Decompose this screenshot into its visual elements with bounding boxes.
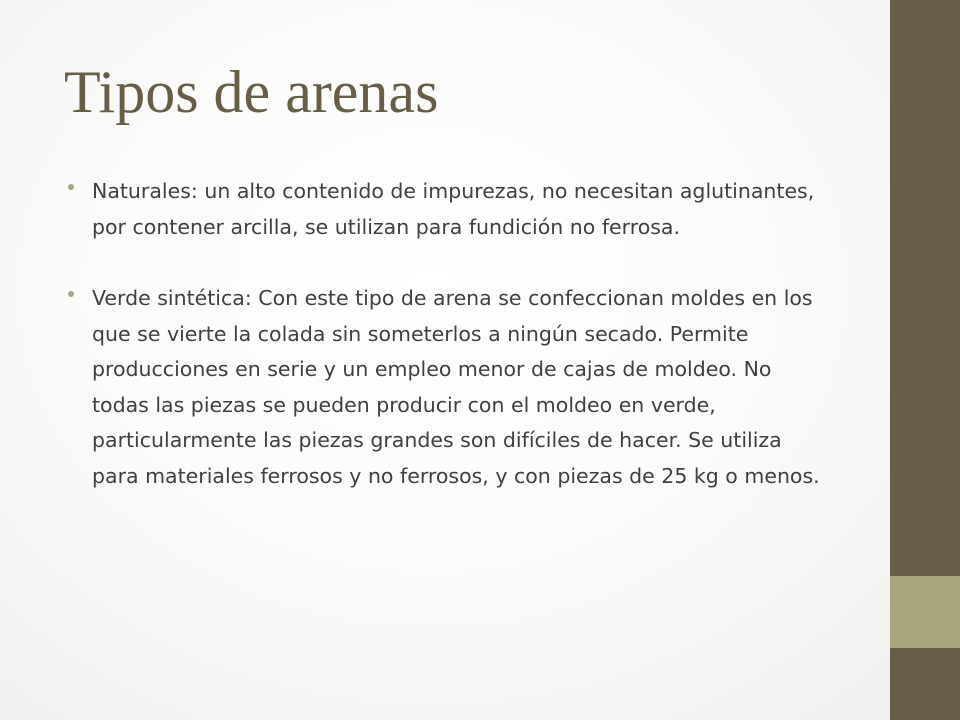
bullet-item-verde-sintetica bbox=[68, 281, 824, 494]
bullet-dot-icon bbox=[68, 184, 74, 190]
bullet-text: Naturales: un alto contenido de impurezas, no necesitan aglutinantes, por contener arcilla, se utilizan para fundición no ferrosa. bbox=[92, 179, 815, 239]
bullet-item-naturales bbox=[68, 174, 824, 245]
right-band-accent bbox=[890, 576, 960, 648]
bullet-list bbox=[68, 174, 824, 530]
bullet-dot-icon bbox=[68, 291, 74, 297]
bullet-text: Verde sintética: Con este tipo de arena se confeccionan moldes en los que se vierte la colada sin someterlos a ningún secado. Permite producciones en serie y un empleo menor de cajas de moldeo. No todas las piezas se pueden producir con el moldeo en verde, particularmente las piezas grandes son difíciles de hacer. Se utiliza para materiales ferrosos y no ferrosos, y con piezas de 25 kg o menos. bbox=[92, 286, 820, 488]
slide-title: Tipos de arenas bbox=[64, 59, 439, 125]
